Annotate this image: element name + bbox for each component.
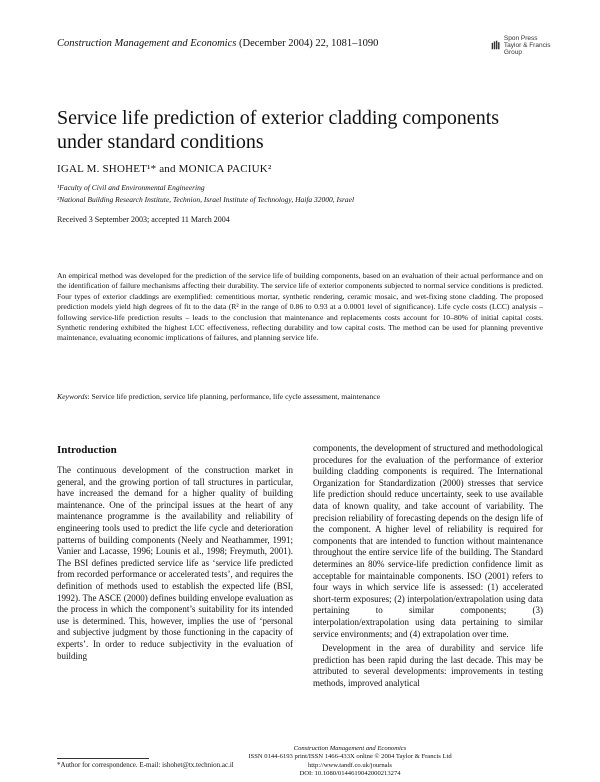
received-dates: Received 3 September 2003; accepted 11 March 2004 (57, 215, 230, 224)
affiliation-1: ¹Faculty of Civil and Environmental Engineering (57, 183, 205, 192)
footer-journal: Construction Management and Economics (293, 745, 407, 752)
article-title: Service life prediction of exterior cladding components under standard conditions (57, 107, 500, 153)
section-heading-introduction: Introduction (57, 444, 117, 456)
journal-issue: (December 2004) 22, 1081–1090 (238, 38, 379, 49)
abstract: An empirical method was developed for the prediction of the service life of building components, based on an evaluation of their actual performance and on the identification of failure mechanisms affecting their durability. The service life of exterior components subjected to normal service conditions is predicted. Four types of exterior claddings are exemplified: cementitious mortar, synthetic rendering, ceramic mosaic, and wet-fixing stone cladding. The proposed prediction models yield high degrees of fit to the data (R² in the range of 0.86 to 0.93 at a 0.0001 level of significance). Life cycle costs (LCC) analysis – following service-life prediction results – leads to the conclusion that maintenance and replacements costs account for 10–80% of initial capital costs. Synthetic rendering exhibited the highest LCC effectiveness, reflecting durability and low capital costs. The method can be used for planning preventive maintenance, evaluating economic implications of failures, and planning service life. (57, 271, 543, 343)
body-paragraph: The continuous development of the construction market in general, and the growing portion of tall structures in particular, have increased the demand for a higher quality of building maintenance. One of the principal issues at the heart of any maintenance programme is the availability and reliability of engineering tools used to predict the life cycle and deterioration patterns of building components (Neely and Neathammer, 1991; Vanier and Lacasse, 1996; Lounis et al., 1998; Freymuth, 2001). The BSI defines predicted service life as ‘service life predicted from recorded performance or accelerated tests’, and requires the definition of methods used to establish the expected life (BSI, 1992). The ASCE (2000) defines building envelope evaluation as the process in which the component’s suitability for its intended use is determined. This, however, implies the use of ‘personal and subjective judgment by those functioning in the capacity of experts’. In order to reduce subjectivity in the evaluation of building (57, 465, 293, 661)
publisher-emblem-icon (491, 38, 501, 52)
body-column-right (313, 443, 543, 689)
publisher-group: Taylor & Francis Group (503, 41, 551, 56)
journal-name: Construction Management and Economics (57, 38, 237, 49)
footnote-divider (57, 758, 149, 759)
publisher-name: Spon Press (503, 34, 538, 42)
footer-doi: DOI: 10.1080/0144619042000213274 (299, 769, 401, 777)
article-authors: IGAL M. SHOHET¹* and MONICA PACIUK² (57, 163, 272, 175)
keywords (57, 392, 543, 401)
journal-header (57, 38, 378, 49)
page-footer (200, 745, 500, 778)
correspondence-footnote: *Author for correspondence. E-mail: ishohet@tx.technion.ac.il (57, 761, 234, 769)
footer-url[interactable]: http://www.tandf.co.uk/journals (308, 761, 392, 769)
body-paragraph: components, the development of structured and methodological procedures for the evaluation of the performance of exterior building cladding components is required. The International Organization for Standardization (2000) stresses that service life prediction should reduce uncertainty, seek to use available data of known quality, and take account of variability. The precision reliability of forecasting depends on the design life of the component. A higher level of reliability is required for components that are intended to function without maintenance throughout the entire service life of the building. The Standard determines an 80% service-life prediction confidence limit as acceptable for maintainable components. ISO (2001) refers to four ways in which service life is assessed: (1) accelerated short-term exposures; (2) interpolation/extrapolation using data pertaining to similar components; (3) interpolation/extrapolation using data pertaining to similar service environments; and (4) extrapolation over time. (313, 443, 543, 639)
keywords-list: : Service life prediction, service life planning, performance, life cycle assessment, maintenance (87, 392, 381, 401)
body-column-left (57, 465, 293, 662)
keywords-label: Keywords (57, 392, 88, 401)
affiliation-2: ²National Building Research Institute, Technion, Israel Institute of Technology, Haifa 32000, Israel (57, 195, 355, 204)
footer-issn: ISSN 0144-6193 print/ISSN 1466-433X online © 2004 Taylor & Francis Ltd (248, 753, 452, 761)
publisher-logo (491, 34, 551, 56)
body-paragraph: Development in the area of durability and service life prediction has been rapid during the last decade. This may be attributed to several developments: improvements in testing methods, improved analytical (313, 643, 543, 688)
